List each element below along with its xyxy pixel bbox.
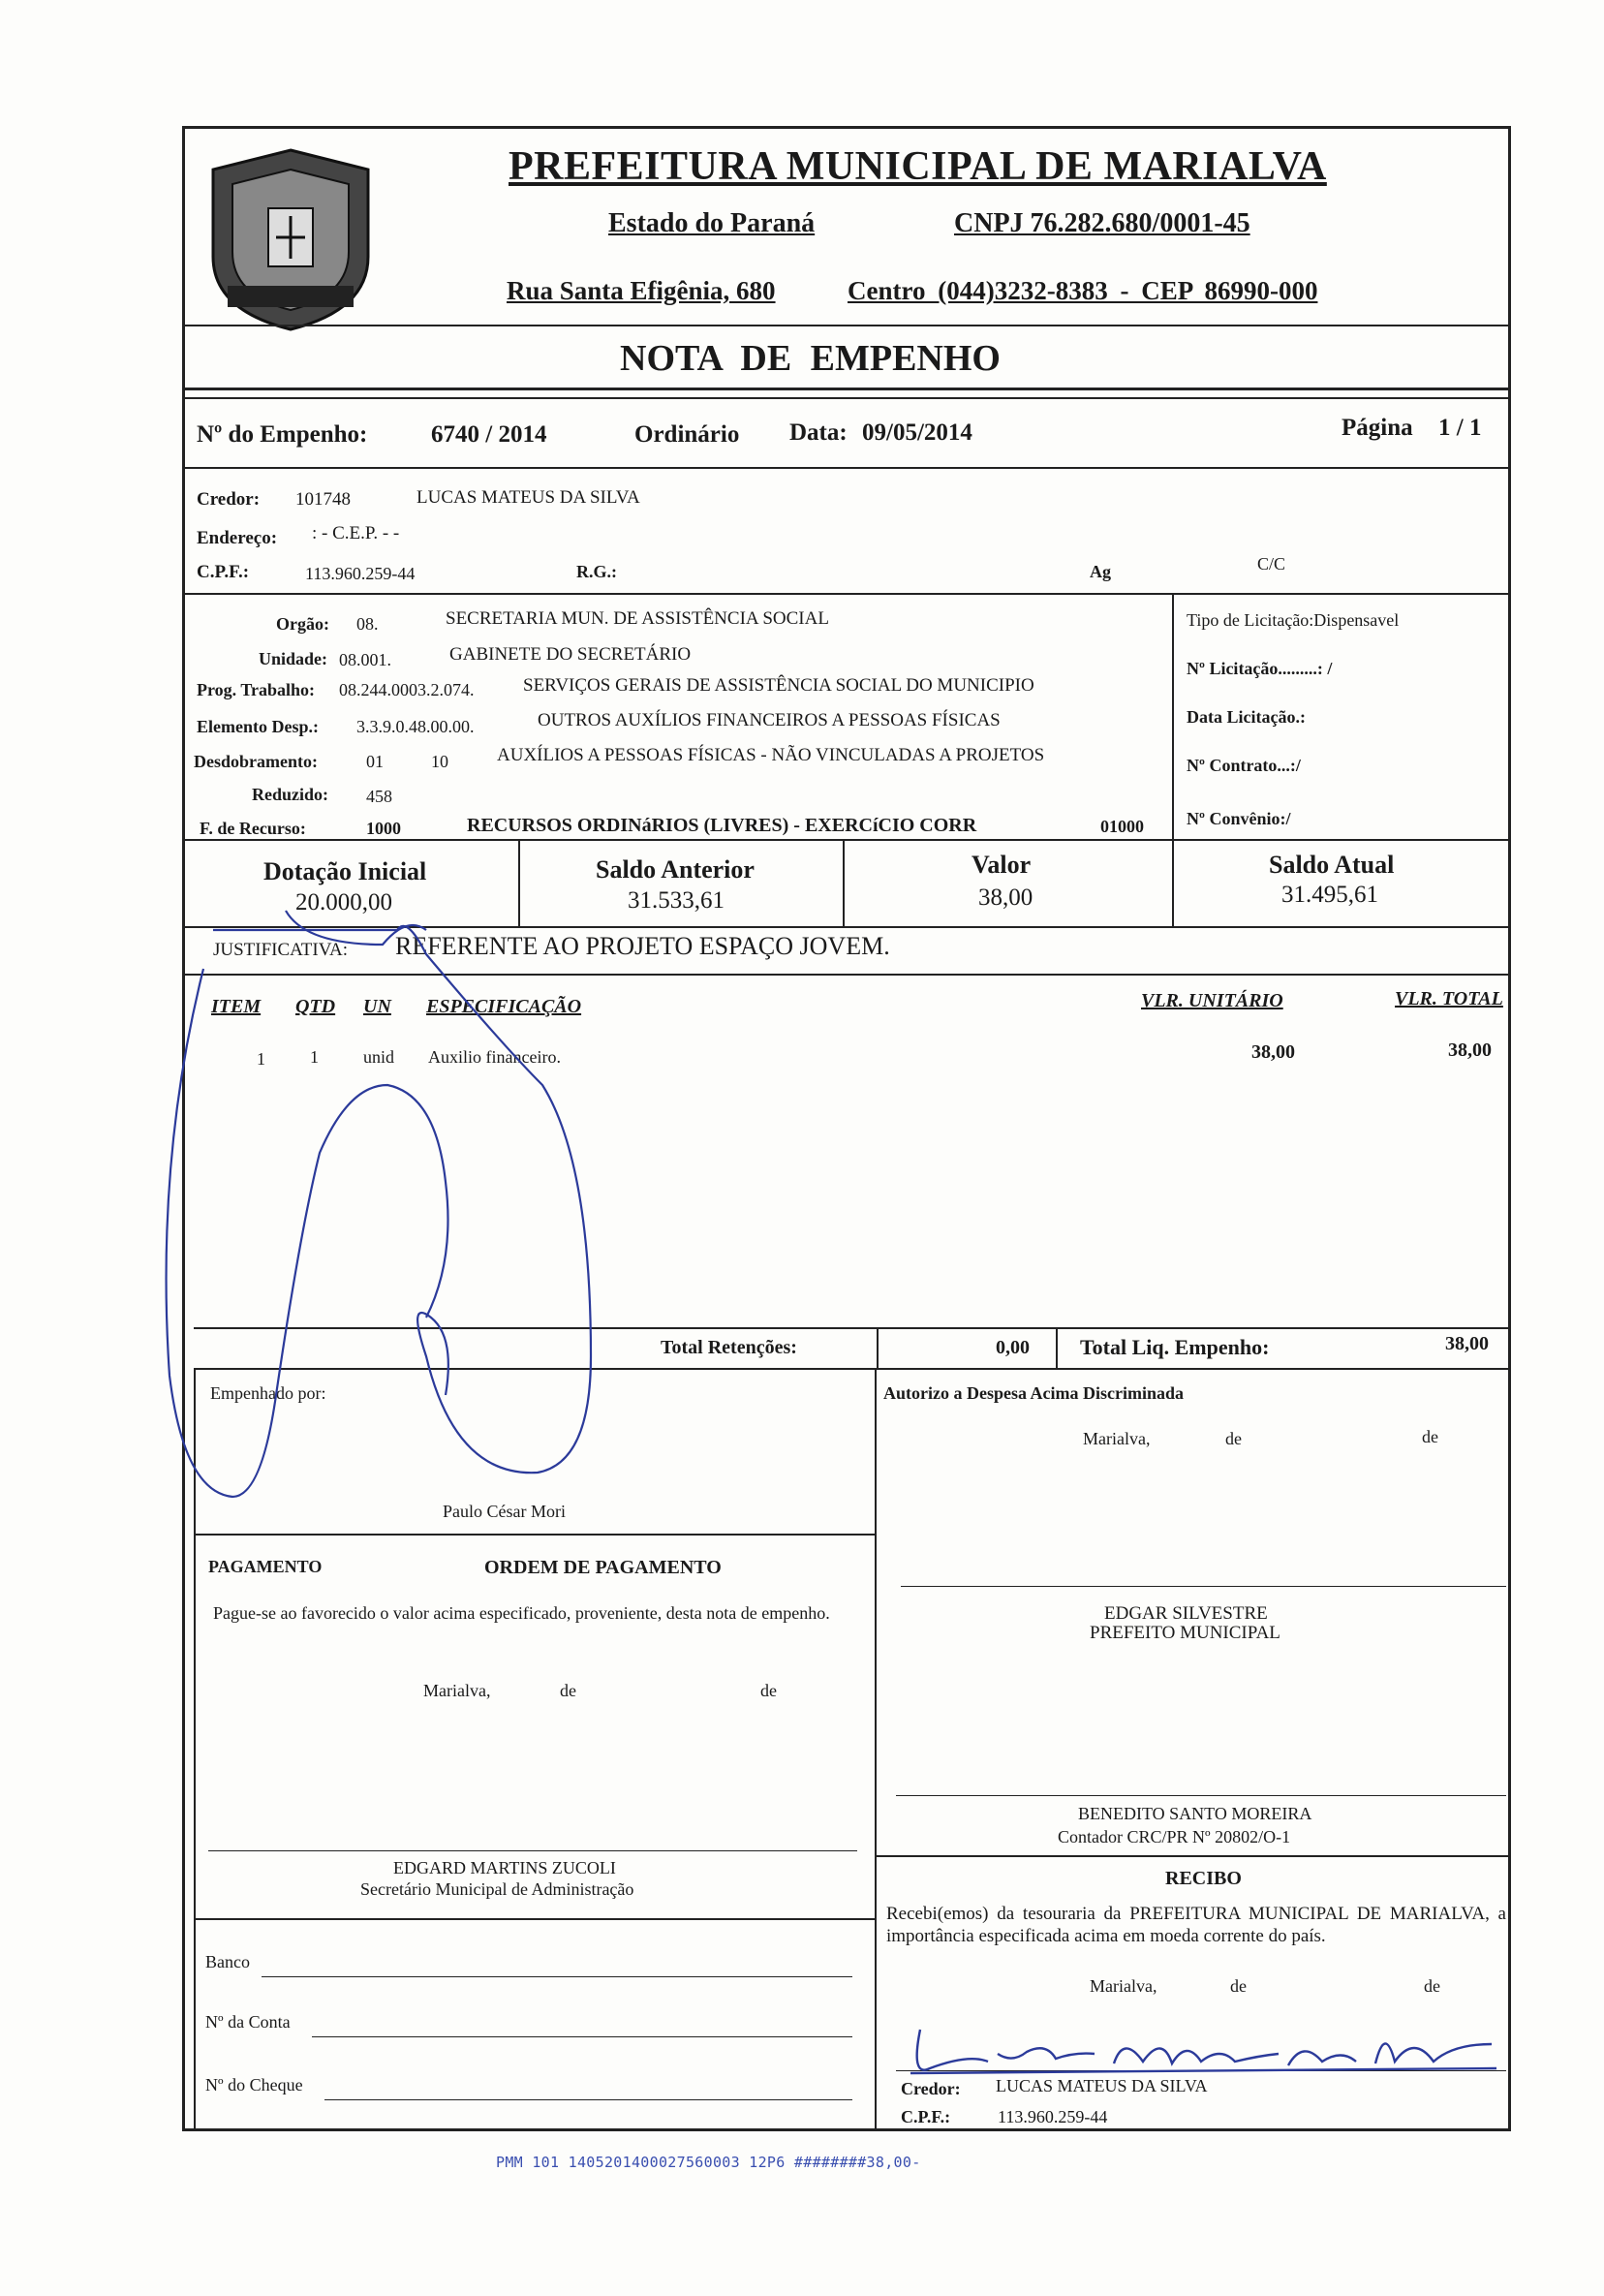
initials-signature xyxy=(167,911,591,1497)
prefeito-name: EDGAR SILVESTRE xyxy=(1104,1603,1268,1624)
rg-label: R.G.: xyxy=(576,562,617,581)
desdob-label: Desdobramento: xyxy=(194,752,318,771)
autorizo-de: de xyxy=(1422,1427,1438,1446)
prog-code: 08.244.0003.2.074. xyxy=(339,680,475,699)
address: Rua Santa Efigênia, 680 xyxy=(507,276,776,305)
dotacao-value: 20.000,00 xyxy=(295,889,392,915)
dotacao-label: Dotação Inicial xyxy=(263,857,427,885)
recurso-label: F. de Recurso: xyxy=(200,819,306,838)
ordem-pagamento-label: ORDEM DE PAGAMENTO xyxy=(484,1557,722,1578)
cpf-value: 113.960.259-44 xyxy=(305,564,416,583)
recibo-cpf-label: C.P.F.: xyxy=(901,2107,951,2126)
secretario-role: Secretário Municipal de Administração xyxy=(360,1879,634,1899)
recibo-label: RECIBO xyxy=(1165,1868,1242,1889)
reduzido-label: Reduzido: xyxy=(252,785,329,804)
pagamento-label: PAGAMENTO xyxy=(208,1557,323,1576)
orgao-code: 08. xyxy=(356,614,379,634)
desdob-b: 10 xyxy=(431,752,448,771)
recibo-de: de xyxy=(1424,1976,1440,1996)
licitacao-tipo: Tipo de Licitação:Dispensavel xyxy=(1187,610,1400,630)
recurso-num: 01000 xyxy=(1100,817,1144,836)
pagamento-text: Pague-se ao favorecido o valor acima especificado, proveniente, desta nota de empenho. xyxy=(213,1603,830,1623)
recibo-cpf: 113.960.259-44 xyxy=(998,2107,1108,2126)
prog-desc: SERVIÇOS GERAIS DE ASSISTÊNCIA SOCIAL DO MUNICIPIO xyxy=(523,675,1034,696)
recurso-desc: RECURSOS ORDINáRIOS (LIVRES) - EXERCíCIO CORR xyxy=(467,815,977,836)
contador-role: Contador CRC/PR Nº 20802/O-1 xyxy=(1058,1827,1291,1846)
cpf-label: C.P.F.: xyxy=(197,562,250,582)
valor-value: 38,00 xyxy=(978,884,1033,911)
item-especificacao: Auxilio financeiro. xyxy=(428,1047,561,1067)
desdob-desc: AUXÍLIOS A PESSOAS FÍSICAS - NÃO VINCULADAS A PROJETOS xyxy=(497,745,1045,765)
doc-title: NOTA DE EMPENHO xyxy=(620,338,1001,379)
recibo-credor: LUCAS MATEUS DA SILVA xyxy=(996,2076,1208,2095)
retencoes-label: Total Retenções: xyxy=(661,1337,797,1358)
recibo-place: Marialva, xyxy=(1090,1976,1157,1996)
saldo-atual-value: 31.495,61 xyxy=(1281,882,1378,908)
secretario-name: EDGARD MARTINS ZUCOLI xyxy=(393,1858,616,1877)
municipality-title: PREFEITURA MUNICIPAL DE MARIALVA xyxy=(509,144,1327,189)
desdob-a: 01 xyxy=(366,752,384,771)
page-number: 1 / 1 xyxy=(1438,415,1482,441)
elemento-label: Elemento Desp.: xyxy=(197,717,319,736)
prog-label: Prog. Trabalho: xyxy=(197,680,316,699)
cnpj: CNPJ 76.282.680/0001-45 xyxy=(954,208,1250,238)
col-qtd: QTD xyxy=(295,996,336,1017)
col-item: ITEM xyxy=(211,996,262,1017)
empenhado-label: Empenhado por: xyxy=(210,1383,326,1403)
autorizo-place: Marialva, xyxy=(1083,1429,1151,1448)
col-un: UN xyxy=(363,996,391,1017)
reduzido-value: 458 xyxy=(366,787,392,806)
licitacao-data: Data Licitação.: xyxy=(1187,707,1306,727)
empenho-date: 09/05/2014 xyxy=(862,419,972,446)
autorizo-label: Autorizo a Despesa Acima Discriminada xyxy=(883,1383,1184,1403)
elemento-code: 3.3.9.0.48.00.00. xyxy=(356,717,475,736)
retencoes-value: 0,00 xyxy=(996,1337,1030,1358)
licitacao-numero: Nº Licitação.........: / xyxy=(1187,659,1333,678)
orgao-desc: SECRETARIA MUN. DE ASSISTÊNCIA SOCIAL xyxy=(446,608,829,629)
empenho-number: 6740 / 2014 xyxy=(431,421,547,448)
convenio-number: Nº Convênio:/ xyxy=(1187,809,1291,828)
barcode-text: PMM 101 1405201400027560003 12P6 ########38,00- xyxy=(496,2154,921,2171)
col-vlr-unitario: VLR. UNITÁRIO xyxy=(1141,990,1283,1011)
recibo-credor-label: Credor: xyxy=(901,2079,961,2098)
pagamento-de: de xyxy=(560,1681,576,1700)
phone-cep: Centro (044)3232-8383 - CEP 86990-000 xyxy=(848,276,1318,305)
justificativa-label: JUSTIFICATIVA: xyxy=(213,940,349,960)
item-un: unid xyxy=(363,1047,395,1067)
banco-label: Banco xyxy=(205,1952,250,1971)
empenho-type: Ordinário xyxy=(634,421,740,448)
recibo-text: Recebi(emos) da tesouraria da PREFEITURA MUNICIPAL DE MARIALVA, a importância especificada acima em moeda corrente do país. xyxy=(886,1904,1506,1946)
contador-name: BENEDITO SANTO MOREIRA xyxy=(1078,1804,1312,1823)
unidade-code: 08.001. xyxy=(339,650,391,669)
cc-label: C/C xyxy=(1257,554,1286,574)
elemento-desc: OUTROS AUXÍLIOS FINANCEIROS A PESSOAS FÍSICAS xyxy=(538,710,1001,730)
contrato-number: Nº Contrato...:/ xyxy=(1187,756,1301,775)
autorizo-de: de xyxy=(1225,1429,1242,1448)
credor-signature xyxy=(910,2030,1496,2073)
col-vlr-total: VLR. TOTAL xyxy=(1395,988,1503,1009)
pagamento-de: de xyxy=(760,1681,777,1700)
pagamento-place: Marialva, xyxy=(423,1681,491,1700)
unidade-desc: GABINETE DO SECRETÁRIO xyxy=(449,644,692,665)
empenho-label: Nº do Empenho: xyxy=(197,421,368,448)
credor-label: Credor: xyxy=(197,489,261,510)
valor-label: Valor xyxy=(972,851,1032,879)
liq-empenho-value: 38,00 xyxy=(1445,1333,1489,1354)
conta-label: Nº da Conta xyxy=(205,2012,291,2032)
recurso-code: 1000 xyxy=(366,819,401,838)
credor-code: 101748 xyxy=(295,489,351,510)
cheque-label: Nº do Cheque xyxy=(205,2075,303,2094)
state-label: Estado do Paraná xyxy=(608,208,816,238)
page-label: Página xyxy=(1342,415,1413,441)
col-especificacao: ESPECIFICAÇÃO xyxy=(426,996,582,1017)
item-number: 1 xyxy=(257,1049,265,1069)
saldo-anterior-label: Saldo Anterior xyxy=(596,855,755,884)
prefeito-role: PREFEITO MUNICIPAL xyxy=(1090,1623,1280,1643)
item-qtd: 1 xyxy=(310,1047,319,1067)
recibo-de: de xyxy=(1230,1976,1247,1996)
ag-label: Ag xyxy=(1090,562,1111,581)
item-vlr-unitario: 38,00 xyxy=(1251,1041,1295,1063)
liq-empenho-label: Total Liq. Empenho: xyxy=(1080,1335,1270,1359)
endereco-value: : - C.E.P. - - xyxy=(312,523,400,543)
orgao-label: Orgão: xyxy=(276,614,329,634)
saldo-atual-label: Saldo Atual xyxy=(1269,851,1395,879)
item-vlr-total: 38,00 xyxy=(1448,1039,1492,1061)
empenhado-signer: Paulo César Mori xyxy=(443,1502,566,1521)
date-label: Data: xyxy=(789,419,848,446)
justificativa-text: REFERENTE AO PROJETO ESPAÇO JOVEM. xyxy=(395,932,890,960)
unidade-label: Unidade: xyxy=(259,649,328,668)
saldo-anterior-value: 31.533,61 xyxy=(628,887,725,914)
endereco-label: Endereço: xyxy=(197,528,278,548)
credor-name: LUCAS MATEUS DA SILVA xyxy=(416,487,640,508)
